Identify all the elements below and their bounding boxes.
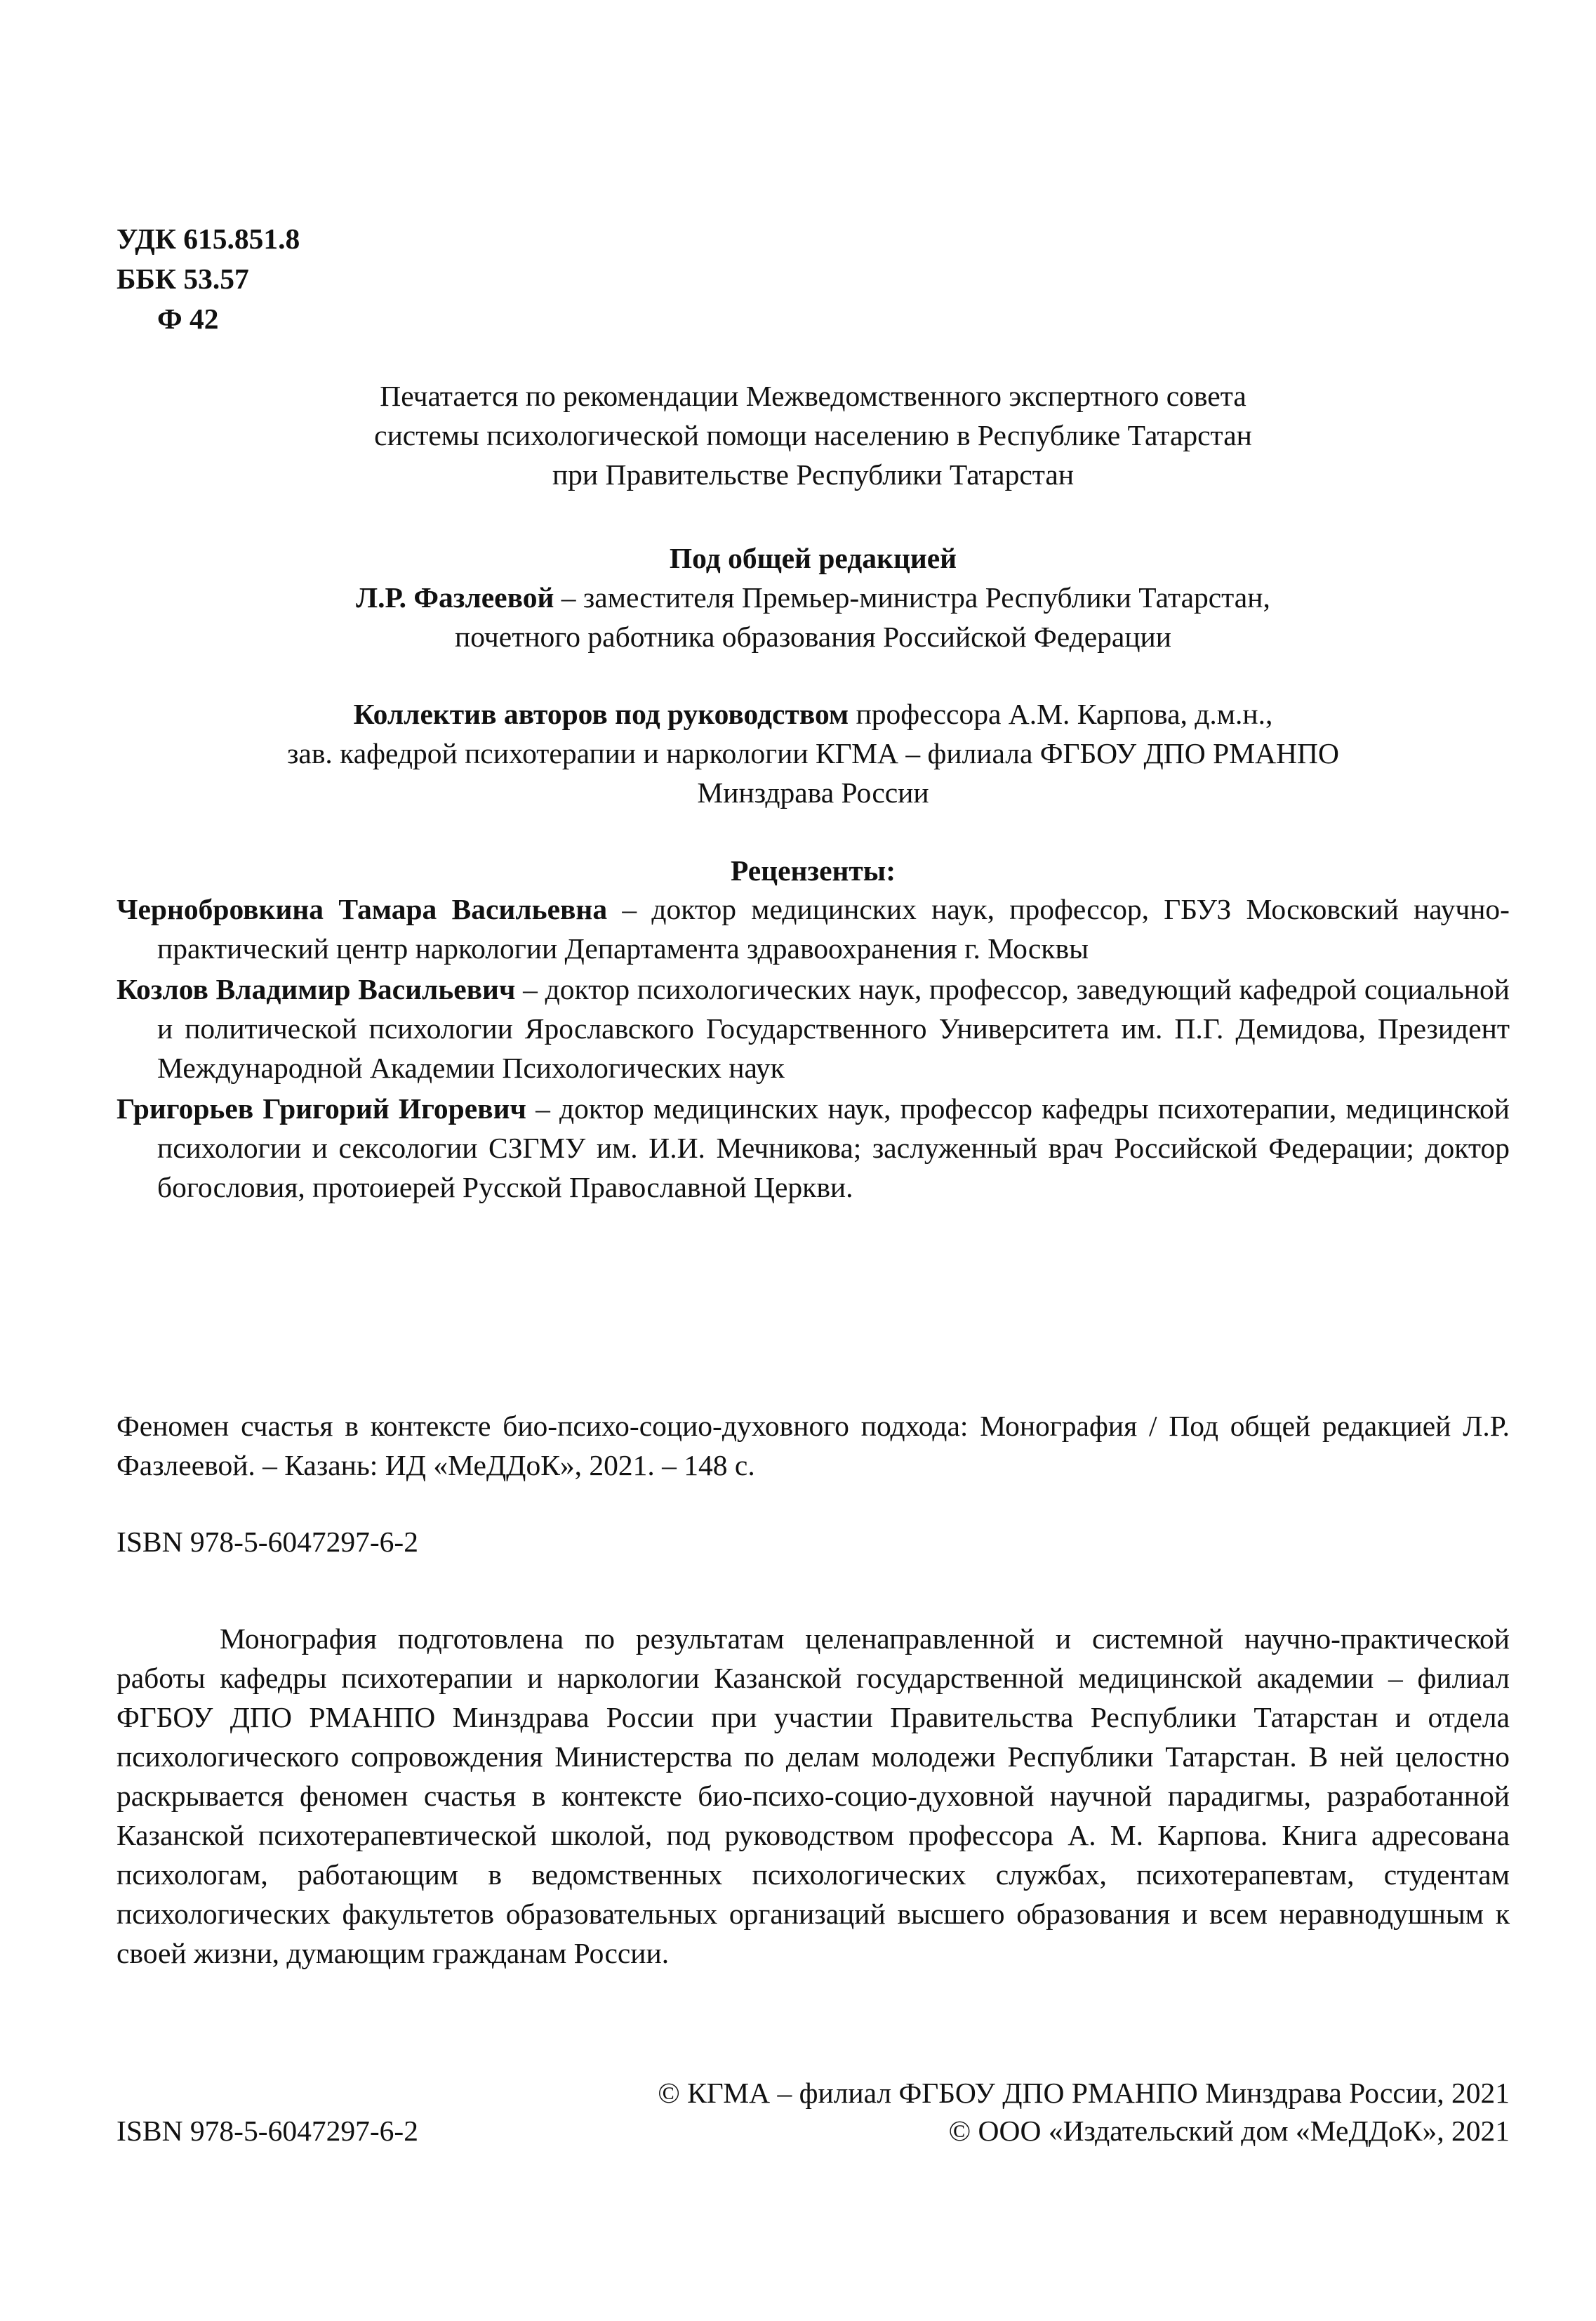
recommendation-line: системы психологической помощи населению в Республике Татарстан: [374, 419, 1252, 451]
authors-ministry: Минздрава России: [697, 776, 929, 809]
authors-heading: Коллектив авторов под руководством: [353, 698, 849, 730]
reviewer-entry: [117, 970, 1510, 1087]
editor-title: почетного работника образования Российской Федерации: [455, 621, 1171, 653]
recommendation-block: [117, 376, 1510, 494]
abstract-paragraph: Монография подготовлена по результатам целенаправленной и системной научно-практической работы кафедры психотерапии и наркологии Казанской государственной медицинской академии – филиал ФГБОУ ДПО РМАНПО Минздрава России при участии Правительства Республики Татарстан и отдела психологического сопровождения Министерства по делам молодежи Республики Татарстан. В ней целостно раскрывается феномен счастья в контексте био-психо-социо-духовной научной парадигмы, разработанной Казанской психотерапевтической школой, под руководством профессора А. М. Карпова. Книга адресована психологам, работающим в ведомственных психологических службах, психотерапевтам, студентам психологических факультетов образовательных организаций высшего образования и всем неравнодушным к своей жизни, думающим гражданам России.: [117, 1622, 1510, 1969]
editor-name: Л.Р. Фазлеевой: [356, 581, 554, 614]
reviewer-description: – доктор медицинских наук, профессор, ГБУЗ Московский научно-практический центр наркологии Департамента здравоохранения г. Москвы: [157, 893, 1510, 965]
reviewer-entry: [117, 1089, 1510, 1207]
reviewer-entry: [117, 890, 1510, 968]
recommendation-line: при Правительстве Республики Татарстан: [552, 458, 1075, 491]
reviewer-description: – доктор психологических наук, профессор, заведующий кафедрой социальной и политической психологии Ярославского Государственного Университета им. П.Г. Демидова, Президент Международной Академии Психологических наук: [157, 973, 1510, 1084]
copyright-publisher: © ООО «Издательский дом «МеДДоК», 2021: [948, 2115, 1510, 2147]
editor-line: [117, 578, 1510, 617]
isbn-line: ISBN 978-5-6047297-6-2: [117, 1526, 418, 1558]
author-mark: Ф 42: [157, 303, 219, 335]
copyright-academy: © КГМА – филиал ФГБОУ ДПО РМАНПО Минздрава России, 2021: [658, 2077, 1510, 2109]
classification-block: [117, 219, 300, 339]
reviewer-name: Чернобровкина Тамара Васильевна: [117, 893, 608, 925]
reviewers-heading-block: [117, 851, 1510, 890]
reviewer-name: Григорьев Григорий Игоревич: [117, 1092, 526, 1125]
authors-block: [117, 694, 1510, 812]
bbk-code: ББК 53.57: [117, 263, 249, 295]
bibliographic-record: Феномен счастья в контексте био-психо-социо-духовного подхода: Монография / Под общей редакцией Л.Р. Фазлеевой. – Казань: ИД «МеДДоК», 2021. – 148 с.: [117, 1410, 1510, 1481]
editor-position: – заместителя Премьер-министра Республики Татарстан,: [554, 581, 1270, 614]
authors-affiliation: зав. кафедрой психотерапии и наркологии КГМА – филиала ФГБОУ ДПО РМАНПО: [287, 737, 1339, 769]
recommendation-line: Печатается по рекомендации Межведомственного экспертного совета: [380, 380, 1246, 412]
authors-lead: профессора А.М. Карпова, д.м.н.,: [849, 698, 1273, 730]
reviewer-name: Козлов Владимир Васильевич: [117, 973, 516, 1005]
reviewers-list: [117, 890, 1510, 1208]
reviewers-heading: Рецензенты:: [730, 854, 896, 887]
reviewer-description: – доктор медицинских наук, профессор кафедры психотерапии, медицинской психологии и сексологии СЗГМУ им. И.И. Мечникова; заслуженный врач Российской Федерации; доктор богословия, протоиерей Русской Православной Церкви.: [157, 1092, 1510, 1203]
editor-block: [117, 538, 1510, 656]
isbn-footer: ISBN 978-5-6047297-6-2: [117, 2115, 418, 2147]
udk-code: УДК 615.851.8: [117, 223, 300, 255]
authors-line: [117, 694, 1510, 734]
editor-heading: Под общей редакцией: [669, 542, 957, 574]
